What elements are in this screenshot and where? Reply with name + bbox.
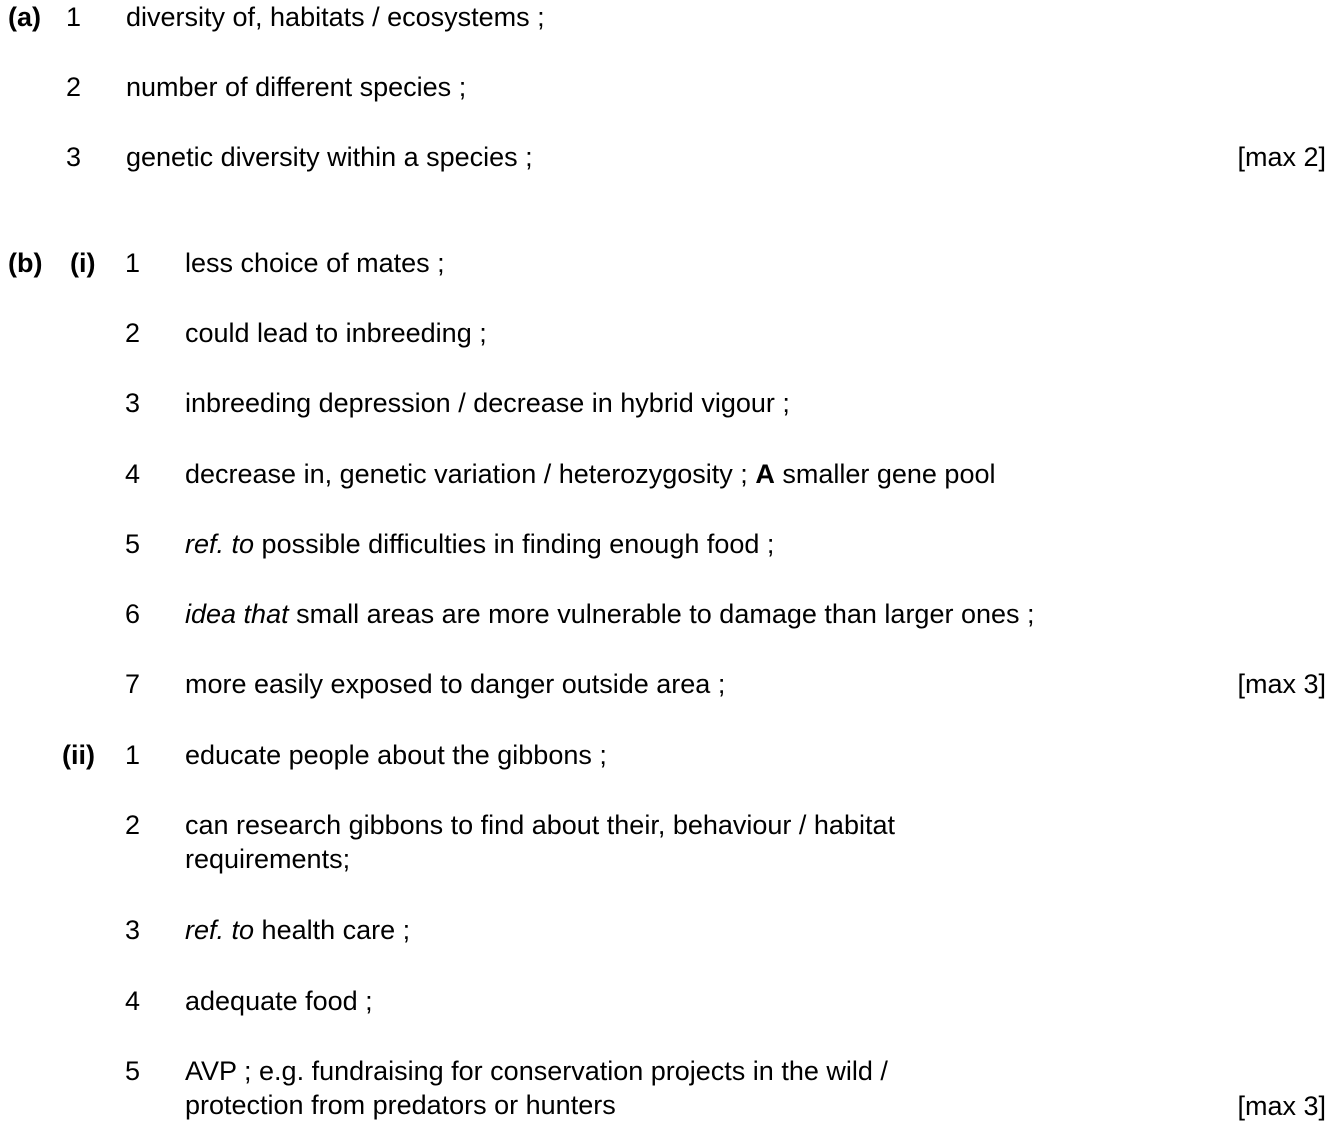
item-6-main-text: small areas are more vulnerable to damage than larger ones ; — [296, 599, 1035, 629]
part-b-ii-item-4-number: 4 — [125, 986, 141, 1016]
part-b-ii-item-2-number: 2 — [125, 810, 141, 840]
item-3-italic-prefix: ref. to — [185, 915, 255, 945]
part-a-item-2-text: number of different species ; — [126, 72, 467, 102]
part-b-ii-item-5-text — [185, 1054, 888, 1122]
item-4-tail-text: smaller gene pool — [782, 459, 996, 489]
part-a-max-marks: [max 2] — [1237, 142, 1326, 172]
part-b-label: (b) — [8, 248, 43, 278]
part-b-i-item-3-text: inbreeding depression / decrease in hybrid vigour ; — [185, 388, 790, 418]
part-a-item-3-number: 3 — [66, 142, 82, 172]
part-a-item-2-number: 2 — [66, 72, 82, 102]
part-b-i-max-marks: [max 3] — [1237, 669, 1326, 699]
part-b-i-item-7-number: 7 — [125, 669, 141, 699]
item-2-line-1: can research gibbons to find about their, behaviour / habitat — [185, 810, 895, 840]
item-5-line-2: protection from predators or hunters — [185, 1090, 616, 1120]
part-b-i-label: (i) — [70, 248, 96, 278]
part-a-item-1-number: 1 — [66, 2, 82, 32]
part-b-i-item-2-text: could lead to inbreeding ; — [185, 318, 487, 348]
part-b-ii-item-5-number: 5 — [125, 1056, 141, 1086]
part-b-i-item-2-number: 2 — [125, 318, 141, 348]
part-b-i-item-1-number: 1 — [125, 248, 141, 278]
part-b-ii-item-1-number: 1 — [125, 740, 141, 770]
part-b-ii-item-4-text: adequate food ; — [185, 986, 373, 1016]
part-b-i-item-4-number: 4 — [125, 459, 141, 489]
accept-marker: A — [755, 459, 775, 489]
part-b-i-item-5-number: 5 — [125, 529, 141, 559]
part-b-ii-item-3-text — [185, 913, 410, 947]
part-b-i-item-7-text: more easily exposed to danger outside area ; — [185, 669, 726, 699]
item-2-line-2: requirements; — [185, 844, 351, 874]
item-5-line-1: AVP ; e.g. fundraising for conservation projects in the wild / — [185, 1056, 888, 1086]
part-b-i-item-6-text — [185, 597, 1035, 631]
item-4-main-text: decrease in, genetic variation / heterozygosity ; — [185, 459, 748, 489]
item-3-main-text: health care ; — [261, 915, 411, 945]
part-b-i-item-1-text: less choice of mates ; — [185, 248, 445, 278]
part-a-item-1-text: diversity of, habitats / ecosystems ; — [126, 2, 545, 32]
part-b-ii-item-1-text: educate people about the gibbons ; — [185, 740, 607, 770]
part-b-ii-item-3-number: 3 — [125, 915, 141, 945]
part-b-i-item-5-text — [185, 527, 774, 561]
part-b-ii-item-2-text — [185, 808, 895, 876]
item-6-italic-prefix: idea that — [185, 599, 289, 629]
part-b-ii-max-marks: [max 3] — [1237, 1091, 1326, 1121]
part-b-i-item-6-number: 6 — [125, 599, 141, 629]
part-b-ii-label: (ii) — [62, 740, 95, 770]
part-b-i-item-3-number: 3 — [125, 388, 141, 418]
item-5-italic-prefix: ref. to — [185, 529, 255, 559]
part-b-i-item-4-text — [185, 457, 995, 491]
item-5-main-text: possible difficulties in finding enough food ; — [261, 529, 775, 559]
part-a-item-3-text: genetic diversity within a species ; — [126, 142, 533, 172]
part-a-label: (a) — [8, 2, 41, 32]
